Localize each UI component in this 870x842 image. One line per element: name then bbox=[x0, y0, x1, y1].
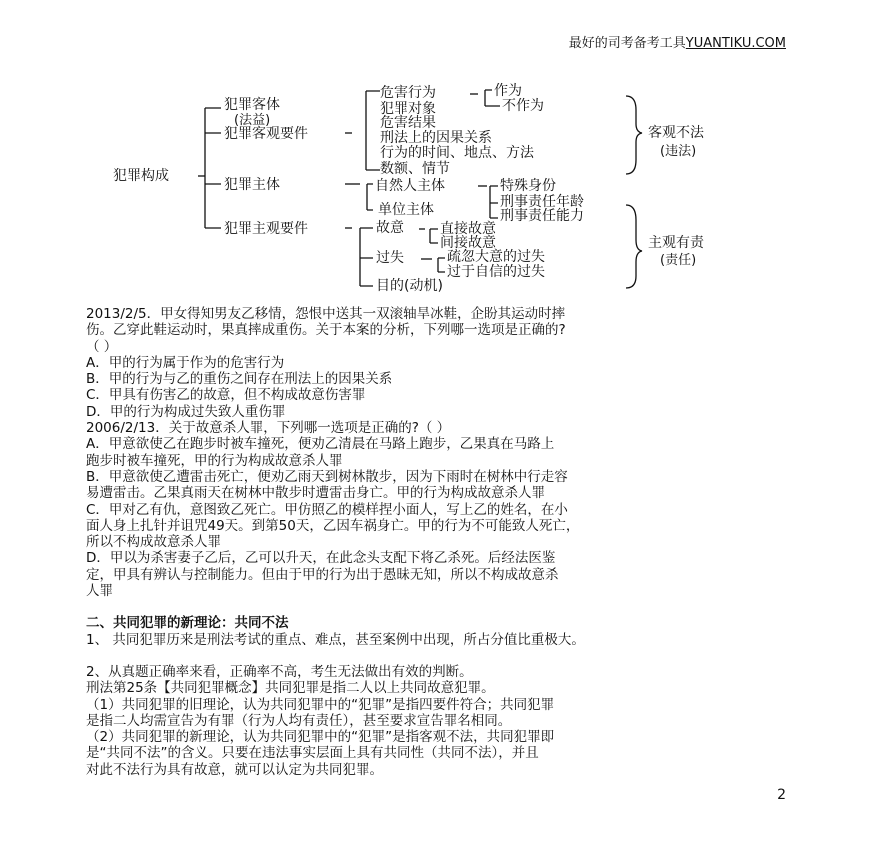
diagram-natural-item: 特殊身份 bbox=[500, 178, 556, 194]
header-prefix: 最好的司考备考工具 bbox=[568, 36, 686, 51]
diagram-intent: 故意 bbox=[376, 220, 404, 236]
diagram-group1-note: (违法) bbox=[660, 144, 697, 159]
diagram-subject: 犯罪主体 bbox=[224, 177, 280, 193]
diagram-natural-item: 刑事责任能力 bbox=[500, 208, 584, 224]
text-line: C．甲对乙有仇，意图致乙死亡。甲仿照乙的模样捏小面人，写上乙的姓名，在小 bbox=[86, 501, 568, 518]
diagram-objective-item: 数额、情节 bbox=[380, 161, 450, 177]
text-line: （ ） bbox=[86, 338, 118, 355]
diagram-objective: 犯罪客观要件 bbox=[224, 126, 308, 142]
text-line: B．甲意欲使乙遭雷击死亡，便劝乙雨天到树林散步，因为下雨时在树林中行走容 bbox=[86, 468, 568, 485]
diagram-unit-subject: 单位主体 bbox=[378, 202, 434, 218]
diagram-objective-item: 危害结果 bbox=[380, 115, 436, 131]
text-line: C．甲具有伤害乙的故意，但不构成故意伤害罪 bbox=[86, 387, 366, 404]
document-body bbox=[86, 306, 786, 778]
text-line: 人罪 bbox=[86, 583, 113, 600]
diagram-intent-item: 直接故意 bbox=[440, 221, 496, 237]
diagram-objective-item: 危害行为 bbox=[380, 85, 436, 101]
text-line: 2、从真题正确率来看，正确率不高，考生无法做出有效的判断。 bbox=[86, 663, 473, 680]
paragraph-gap bbox=[86, 599, 786, 615]
header-site-link[interactable]: YUANTIKU.COM bbox=[685, 36, 786, 51]
diagram-group2-label: 主观有责 bbox=[648, 235, 704, 251]
text-line: 是“共同不法”的含义。只要在违法事实层面上具有共同性（共同不法），并且 bbox=[86, 745, 539, 762]
diagram-objective-item: 行为的时间、地点、方法 bbox=[380, 145, 534, 161]
diagram-root: 犯罪构成 bbox=[113, 168, 169, 184]
text-line: B．甲的行为与乙的重伤之间存在刑法上的因果关系 bbox=[86, 371, 393, 388]
text-line: 所以不构成故意杀人罪 bbox=[86, 534, 221, 551]
text-line: A．甲的行为属于作为的危害行为 bbox=[86, 354, 285, 371]
text-line: 定，甲具有辨认与控制能力。但由于甲的行为出于愚昧无知，所以不构成故意杀 bbox=[86, 566, 559, 583]
diagram-subjective: 犯罪主观要件 bbox=[224, 221, 308, 237]
text-line: 1、 共同犯罪历来是刑法考试的重点、难点，甚至案例中出现，所占分值比重极大。 bbox=[86, 631, 585, 648]
diagram-objective-item: 刑法上的因果关系 bbox=[380, 130, 492, 146]
text-line: A．甲意欲使乙在跑步时被车撞死，便劝乙清晨在马路上跑步，乙果真在马路上 bbox=[86, 436, 555, 453]
text-line: 跑步时被车撞死，甲的行为构成故意杀人罪 bbox=[86, 452, 343, 469]
diagram-negligence: 过失 bbox=[376, 250, 404, 266]
paragraph-gap bbox=[86, 648, 786, 664]
text-line: 刑法第25条【共同犯罪概念】共同犯罪是指二人以上共同故意犯罪。 bbox=[86, 680, 495, 697]
diagram-group2-note: (责任) bbox=[660, 253, 697, 268]
diagram-natural-item: 刑事责任年龄 bbox=[500, 194, 584, 210]
text-line: （1）共同犯罪的旧理论，认为共同犯罪中的“犯罪”是指四要件符合；共同犯罪 bbox=[86, 696, 555, 713]
section-heading: 二、共同犯罪的新理论：共同不法 bbox=[86, 615, 289, 632]
diagram-intent-item: 间接故意 bbox=[440, 235, 496, 251]
page-number: 2 bbox=[777, 787, 786, 803]
text-line: 面人身上扎针并诅咒49天。到第50天，乙因车祸身亡。甲的行为不可能致人死亡， bbox=[86, 517, 580, 534]
text-line: 易遭雷击。乙果真雨天在树林中散步时遭雷击身亡。甲的行为构成故意杀人罪 bbox=[86, 485, 545, 502]
text-line: 伤。乙穿此鞋运动时，果真摔成重伤。关于本案的分析，下列哪一选项是正确的? bbox=[86, 322, 566, 339]
text-line: 2013/2/5．甲女得知男友乙移情，怨恨中送其一双滚轴旱冰鞋，企盼其运动时摔 bbox=[86, 306, 566, 322]
diagram-object-note: (法益) bbox=[234, 113, 271, 128]
diagram-group1-label: 客观不法 bbox=[648, 125, 704, 141]
diagram-negligence-item: 过于自信的过失 bbox=[447, 264, 545, 280]
diagram-objective-item: 犯罪对象 bbox=[380, 101, 436, 117]
diagram-act-type: 不作为 bbox=[502, 98, 544, 114]
diagram-act-type: 作为 bbox=[494, 83, 522, 99]
text-line: D．甲以为杀害妻子乙后，乙可以升天，在此念头支配下将乙杀死。后经法医鉴 bbox=[86, 550, 556, 567]
crime-structure-diagram bbox=[0, 0, 870, 300]
diagram-natural-person: 自然人主体 bbox=[375, 178, 445, 194]
text-line: 是指二人均需宣告为有罪（行为人均有责任），甚至要求宣告罪名相同。 bbox=[86, 712, 512, 729]
text-line: 对此不法行为具有故意，就可以认定为共同犯罪。 bbox=[86, 761, 383, 778]
diagram-object: 犯罪客体 bbox=[224, 97, 280, 113]
diagram-negligence-item: 疏忽大意的过失 bbox=[447, 249, 545, 265]
text-line: D．甲的行为构成过失致人重伤罪 bbox=[86, 403, 286, 420]
diagram-purpose: 目的(动机) bbox=[376, 278, 443, 294]
text-line: 2006/2/13．关于故意杀人罪，下列哪一选项是正确的?（ ） bbox=[86, 420, 451, 437]
text-line: （2）共同犯罪的新理论，认为共同犯罪中的“犯罪”是指客观不法，共同犯罪即 bbox=[86, 729, 555, 746]
